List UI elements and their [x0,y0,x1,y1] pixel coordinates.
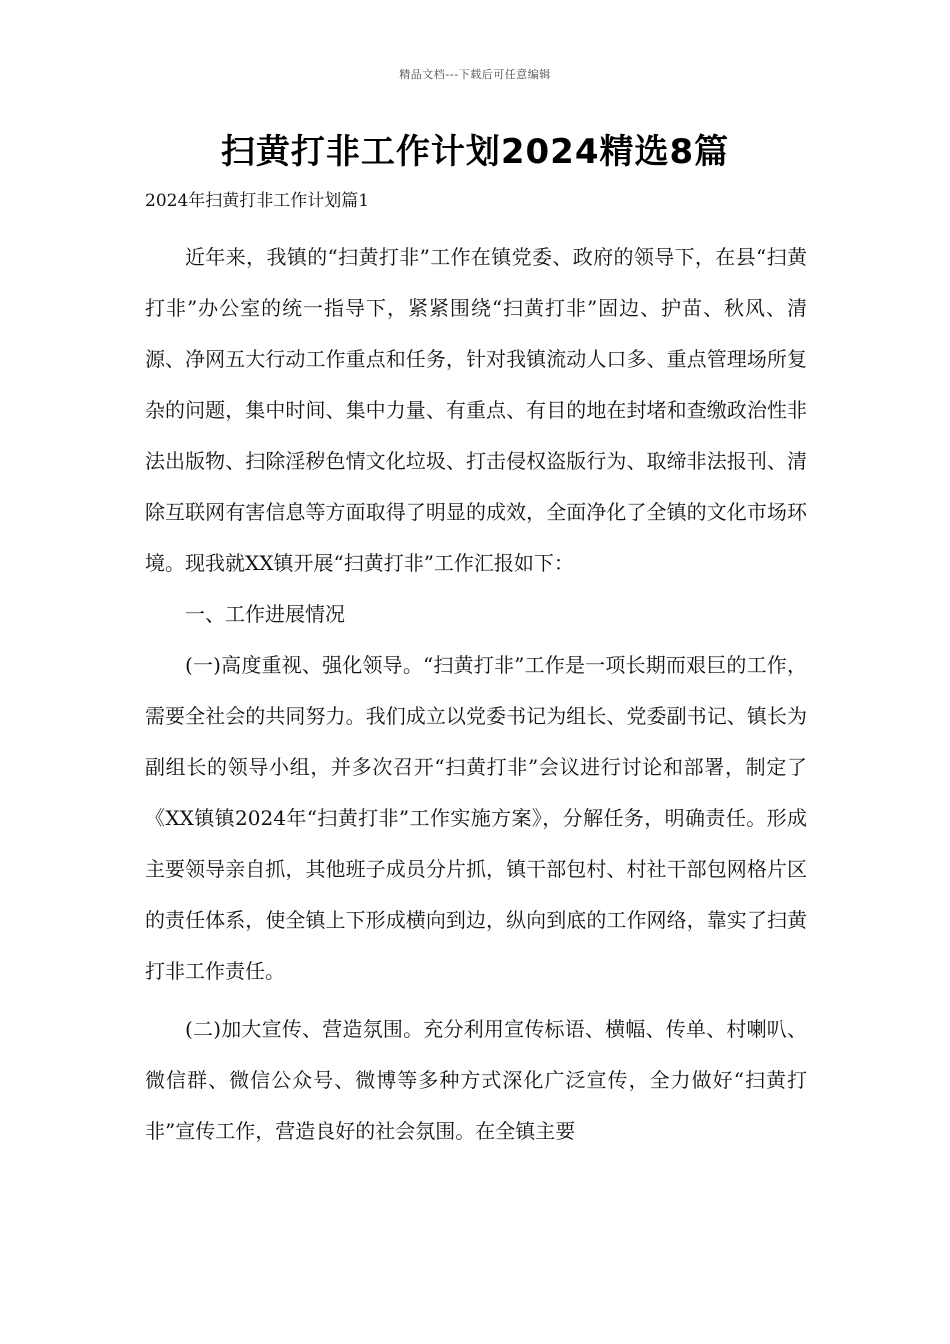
paragraph-leadership: (一)高度重视、强化领导。“扫黄打非”工作是一项长期而艰巨的工作，需要全社会的共同努力。我们成立以党委书记为组长、党委副书记、镇长为副组长的领导小组，并多次召开“扫黄打非”会议进行讨论和部署，制定了《XX镇镇2024年“扫黄打非”工作实施方案》，分解任务，明确责任。形成主要领导亲自抓，其他班子成员分片抓，镇干部包村、村社干部包网格片区的责任体系，使全镇上下形成横向到边，纵向到底的工作网络，靠实了扫黄打非工作责任。 [145,653,807,983]
paragraph-heading-progress: 一、工作进展情况 [185,602,345,626]
header-note: 精品文档---下载后可任意编辑 [399,68,551,81]
paragraph-publicity: (二)加大宣传、营造氛围。充分利用宣传标语、横幅、传单、村喇叭、微信群、微信公众号、微博等多种方式深化广泛宣传，全力做好“扫黄打非”宣传工作，营造良好的社会氛围。在全镇主要 [145,1017,807,1143]
document-body [145,232,807,1157]
section-title: 2024年扫黄打非工作计划篇1 [145,191,370,211]
document-title: 扫黄打非工作计划2024精选8篇 [220,132,730,172]
paragraph-intro: 近年来，我镇的“扫黄打非”工作在镇党委、政府的领导下，在县“扫黄打非”办公室的统一指导下，紧紧围绕“扫黄打非”固边、护苗、秋风、清源、净网五大行动工作重点和任务，针对我镇流动人口多、重点管理场所复杂的问题，集中时间、集中力量、有重点、有目的地在封堵和查缴政治性非法出版物、扫除淫秽色情文化垃圾、打击侵权盗版行为、取缔非法报刊、清除互联网有害信息等方面取得了明显的成效，全面净化了全镇的文化市场环境。现我就XX镇开展“扫黄打非”工作汇报如下： [145,245,807,575]
